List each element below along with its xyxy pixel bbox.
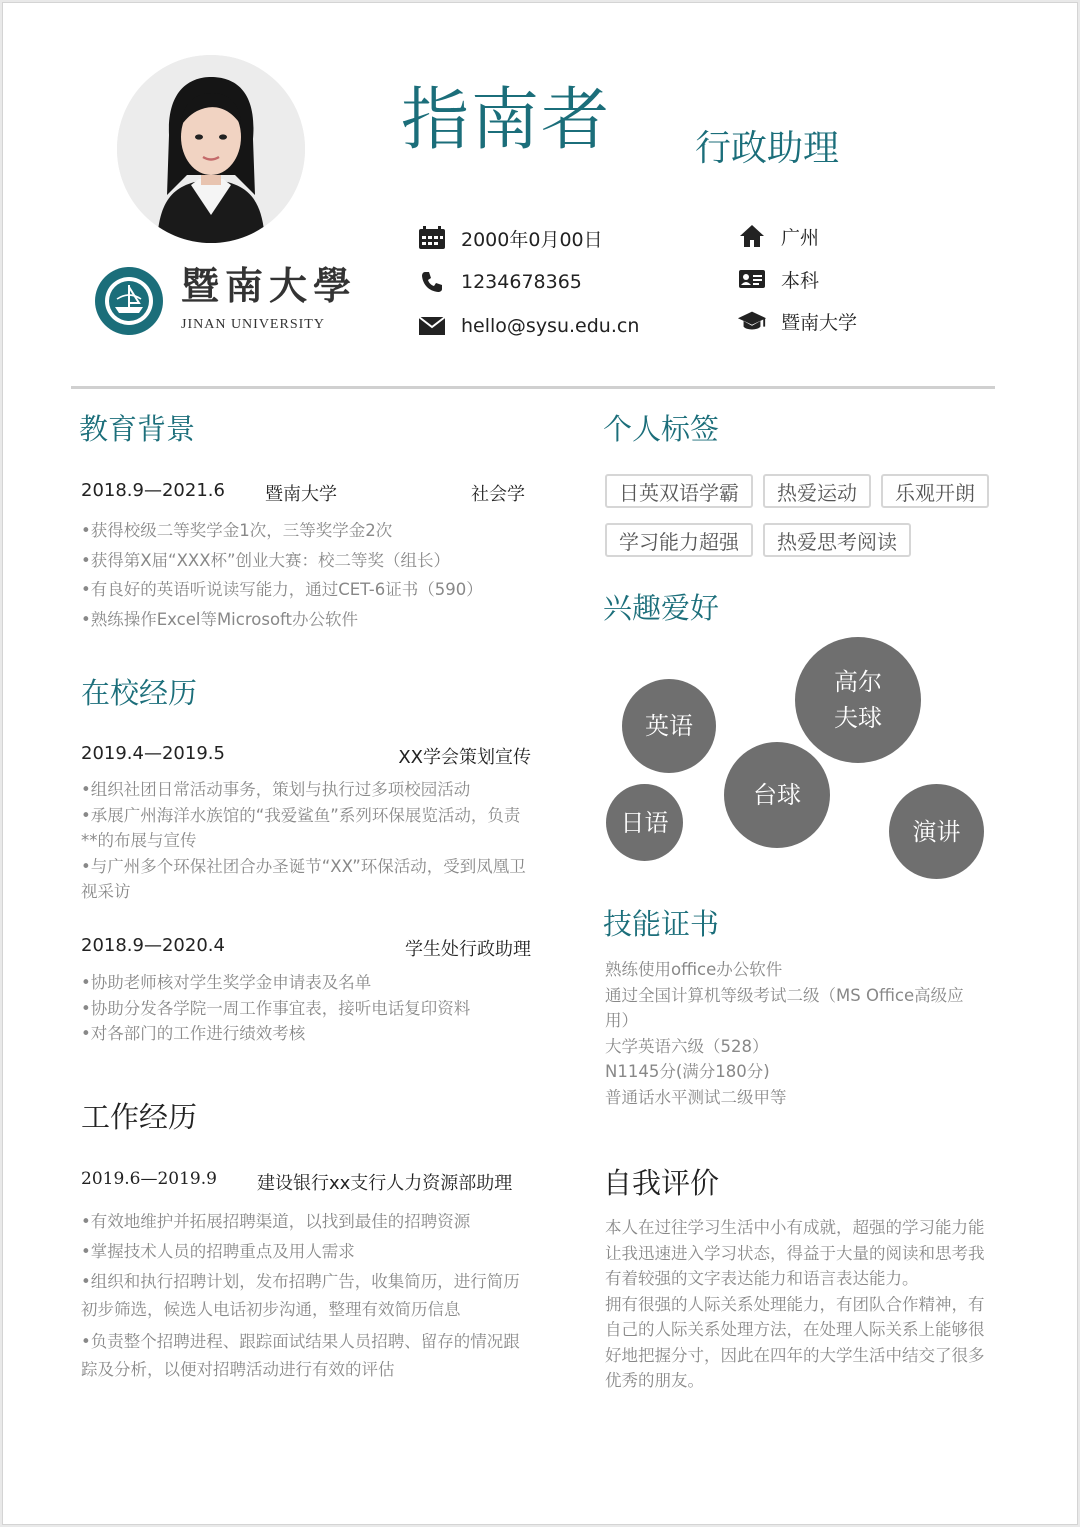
paragraph: 拥有很强的人际关系处理能力，有团队合作精神，有自己的人际关系处理方法，在处理人际关系上能够很好地把握分寸，因此在四年的大学生活中结交了很多优秀的朋友。 [605, 1294, 985, 1390]
list-item: •负责整个招聘进程、跟踪面试结果人员招聘、留存的情况跟踪及分析，以便对招聘活动进行有效的评估 [81, 1332, 520, 1379]
tag-chip: 乐观开朗 [881, 474, 989, 508]
list-item: •有效地维护并拓展招聘渠道，以找到最佳的招聘资源 [81, 1212, 471, 1231]
tag-chip: 学习能力超强 [605, 523, 753, 557]
self-eval-text [605, 1215, 985, 1394]
list-item: •获得第X届“XXX杯”创业大赛：校二等奖（组长） [81, 550, 451, 570]
skills-list [605, 957, 987, 1110]
hobby-bubble: 演讲 [889, 784, 984, 879]
education-title: 教育背景 [79, 412, 196, 446]
job-title: 行政助理 [695, 128, 840, 169]
list-item: •与广州多个环保社团合办圣诞节“XX”环保活动，受到凤凰卫视采访 [81, 856, 526, 901]
campus-position-2: 学生处行政助理 [405, 939, 531, 960]
list-item: •掌握技术人员的招聘重点及用人需求 [81, 1241, 355, 1261]
paragraph: 本人在过往学习生活中小有成就，超强的学习能力能让我迅速进入学习状态，得益于大量的阅读和思考我有着较强的文字表达能力和语言表达能力。 [605, 1218, 985, 1288]
tag-chip: 热爱思考阅读 [763, 523, 911, 557]
work-bullets [81, 1209, 531, 1384]
tag-chip: 热爱运动 [763, 474, 871, 508]
work-position: 建设银行xx支行人力资源部助理 [257, 1173, 513, 1194]
campus-bullets-1 [81, 777, 531, 905]
hobby-bubble: 英语 [622, 679, 716, 773]
email-row [417, 311, 639, 341]
campus-title: 在校经历 [81, 676, 198, 710]
list-item: •熟练操作Excel等Microsoft办公软件 [81, 609, 359, 629]
applicant-name: 指南者 [401, 81, 612, 160]
hobbies-title: 兴趣爱好 [603, 591, 720, 625]
list-item: •获得校级二等奖学金1次，三等奖学金2次 [81, 521, 393, 540]
school-row [737, 306, 857, 336]
campus-period-2: 2018.9—2020.4 [81, 935, 225, 956]
resume-page [2, 2, 1078, 1525]
education-major: 社会学 [471, 484, 525, 505]
tags-title: 个人标签 [603, 412, 720, 446]
list-item: •组织和执行招聘计划，发布招聘广告，收集简历，进行简历初步筛选，候选人电话初步沟通，整理有效简历信息 [81, 1272, 520, 1319]
work-title: 工作经历 [81, 1100, 198, 1134]
contact-info-right [737, 221, 857, 336]
education-school: 暨南大学 [265, 484, 337, 505]
hobby-bubble: 日语 [606, 784, 683, 861]
education-bullets [81, 518, 541, 632]
birthday-row [417, 223, 639, 253]
campus-bullets-2 [81, 970, 531, 1047]
school-text: 暨南大学 [781, 311, 858, 334]
university-logo-cn: 暨南大學 [181, 263, 358, 308]
self-eval-title: 自我评价 [603, 1166, 720, 1200]
work-period: 2019.6—2019.9 [81, 1169, 217, 1189]
list-item: •有良好的英语听说读写能力，通过CET-6证书（590） [81, 580, 483, 599]
list-item: 普通话水平测试二级甲等 [605, 1087, 787, 1107]
hobby-bubble-line: 高尔 [834, 668, 882, 696]
list-item: •协助老师核对学生奖学金申请表及名单 [81, 973, 372, 992]
list-item: •协助分发各学院一周工作事宜表，接听电话复印资料 [81, 998, 471, 1018]
portrait-image [117, 55, 305, 243]
header-divider [71, 386, 995, 389]
degree-text: 本科 [781, 269, 820, 292]
university-logo-en: JINAN UNIVERSITY [181, 317, 325, 332]
city-text: 广州 [781, 226, 820, 249]
campus-period-1: 2019.4—2019.5 [81, 743, 225, 764]
phone-row [417, 267, 639, 297]
tag-chip: 日英双语学霸 [605, 474, 753, 508]
degree-row [737, 264, 857, 294]
list-item: 通过全国计算机等级考试二级（MS Office高级应用） [605, 985, 964, 1030]
education-period: 2018.9—2021.6 [81, 480, 225, 501]
phone-text: 1234678365 [461, 271, 582, 293]
id-card-icon [737, 266, 767, 292]
avatar [117, 55, 305, 243]
campus-position-1: XX学会策划宣传 [398, 747, 531, 768]
list-item: •对各部门的工作进行绩效考核 [81, 1024, 306, 1043]
list-item: 大学英语六级（528） [605, 1036, 769, 1056]
list-item: •承展广州海洋水族馆的“我爱鲨鱼”系列环保展览活动，负责**的布展与宣传 [81, 805, 521, 850]
home-icon [737, 223, 767, 249]
mail-icon [417, 313, 447, 339]
hobby-bubble-line: 夫球 [834, 704, 882, 732]
hobby-bubble: 台球 [724, 742, 830, 848]
hobby-bubble [795, 637, 921, 763]
skills-title: 技能证书 [603, 907, 720, 941]
city-row [737, 221, 857, 251]
list-item: 熟练使用office办公软件 [605, 960, 783, 979]
calendar-icon [417, 225, 447, 251]
email-text[interactable]: hello@sysu.edu.cn [461, 315, 640, 337]
birthday-text: 2000年0月00日 [461, 228, 603, 251]
contact-info-left [417, 223, 639, 341]
list-item: •组织社团日常活动事务，策划与执行过多项校园活动 [81, 780, 471, 799]
university-seal-logo [93, 265, 165, 337]
list-item: N1145分(满分180分) [605, 1062, 770, 1081]
graduation-cap-icon [737, 308, 767, 334]
phone-icon [417, 269, 447, 295]
